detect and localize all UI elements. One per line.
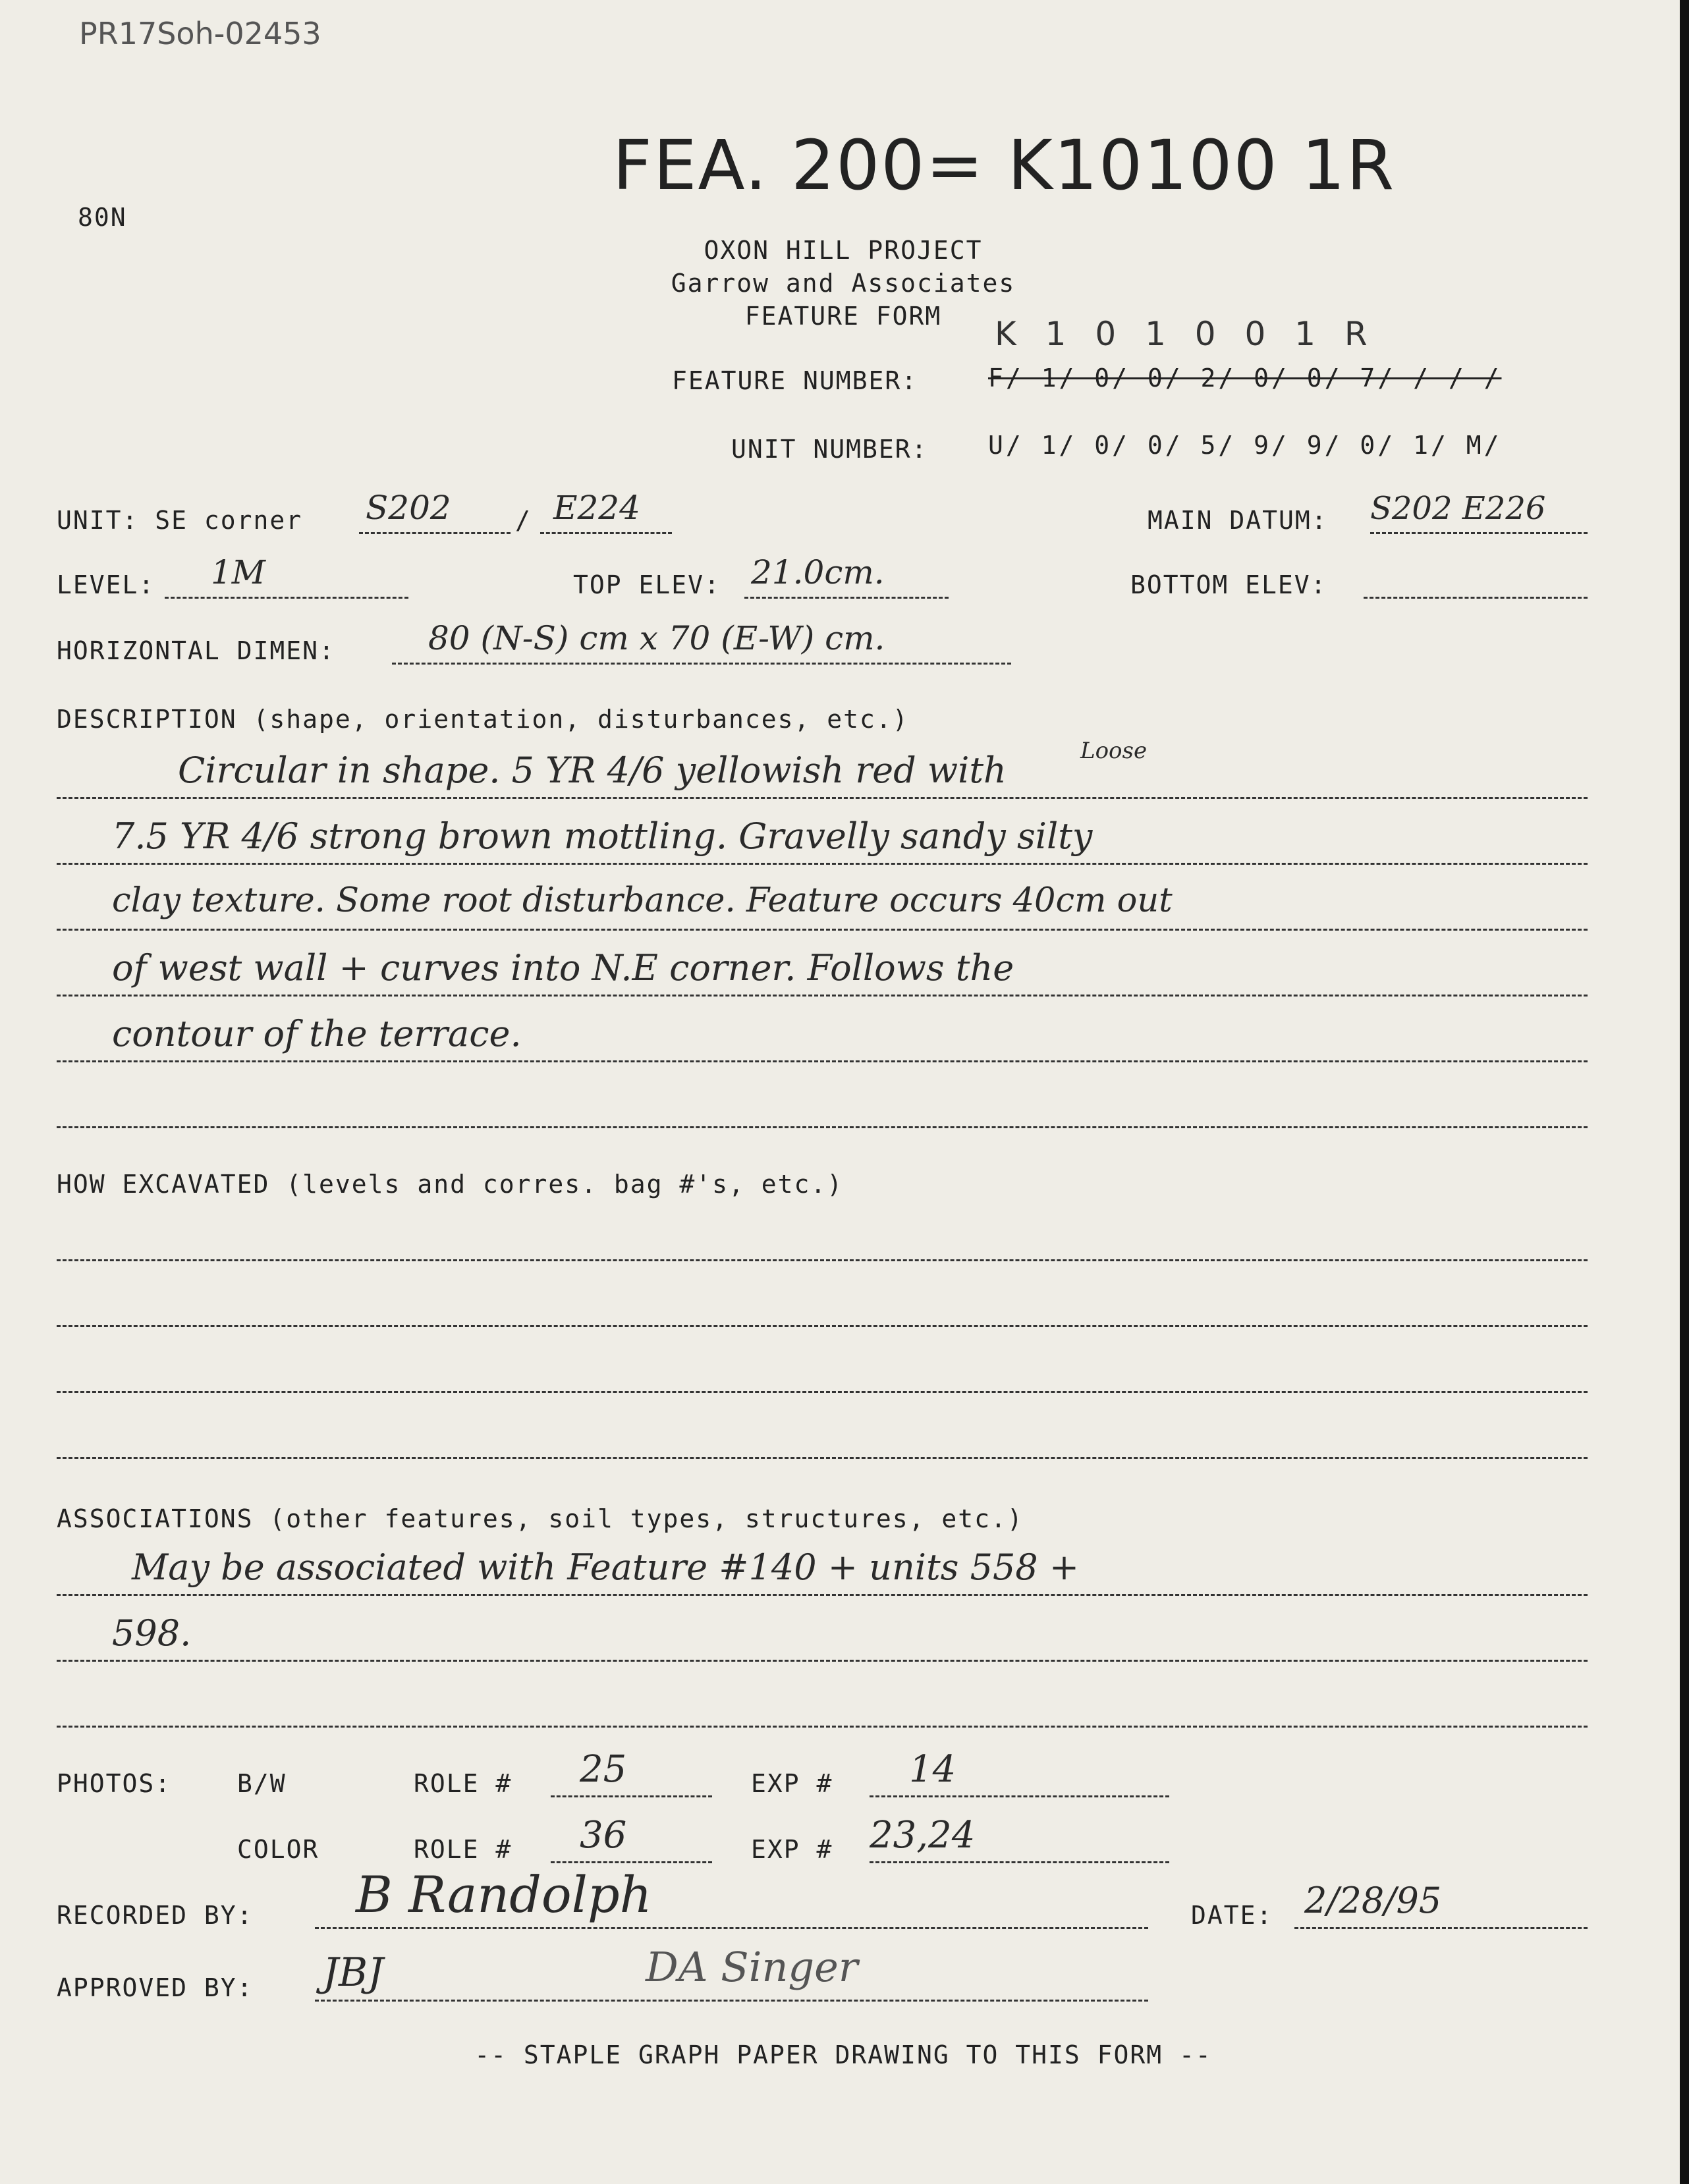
associations-line-rule [57,1594,1588,1596]
date-value: 2/28/95 [1304,1880,1442,1921]
photos-bw-exp-value: 14 [909,1748,956,1791]
bottom-elev-label: BOTTOM ELEV: [1130,570,1327,599]
corner-note: 80N [78,203,127,232]
main-datum-line [1370,532,1588,534]
feature-number-label: FEATURE NUMBER: [672,366,918,395]
unit-number-label: UNIT NUMBER: [731,435,928,464]
horizontal-dimen-line [392,663,1011,665]
associations-line-rule [57,1660,1588,1662]
how-excavated-line [57,1259,1588,1261]
recorded-by-label: RECORDED BY: [57,1901,254,1930]
unit-south-line [359,532,511,534]
associations-line: May be associated with Feature #140 + units 558 + [132,1546,1080,1588]
description-line: contour of the terrace. [112,1013,522,1054]
top-feature-annotation: FEA. 200= K10100 1R [613,125,1396,205]
photos-color-exp-label: EXP # [751,1835,833,1864]
horizontal-dimen-label: HORIZONTAL DIMEN: [57,636,335,665]
description-line-rule [57,1060,1588,1062]
approved-by-label: APPROVED BY: [57,1973,254,2002]
description-line: Circular in shape. 5 YR 4/6 yellowish red with [178,750,1007,791]
date-line [1294,1927,1588,1929]
unit-east-value: E224 [553,489,640,527]
photos-label: PHOTOS: [57,1769,172,1798]
firm-name: Garrow and Associates [671,269,1016,298]
photos-color-role-line [551,1861,712,1863]
description-line-rule [57,863,1588,865]
photos-bw-exp-label: EXP # [751,1769,833,1798]
main-datum-label: MAIN DATUM: [1148,506,1328,535]
unit-label: UNIT: SE corner [57,506,303,535]
description-line-rule [57,929,1588,931]
bottom-elev-line [1364,597,1588,599]
how-excavated-line [57,1457,1588,1459]
how-excavated-line [57,1325,1588,1327]
archive-id: PR17Soh-02453 [79,16,321,51]
horizontal-dimen-value: 80 (N-S) cm x 70 (E-W) cm. [428,619,885,657]
photos-color-exp-line [870,1861,1169,1863]
recorded-by-value: B Randolph [356,1865,652,1924]
feature-number-original: F/ 1/ 0/ 0/ 2/ 0/ 0/ 7/ / / / [988,364,1502,393]
description-line: of west wall + curves into N.E corner. Follows the [112,947,1014,989]
how-excavated-label: HOW EXCAVATED (levels and corres. bag #'s, etc.) [57,1170,844,1199]
description-line-rule [57,797,1588,799]
form-title: FEATURE FORM [744,302,942,331]
photos-color-label: COLOR [237,1835,319,1864]
date-label: DATE: [1191,1901,1273,1930]
photos-bw-role-label: ROLE # [414,1769,512,1798]
level-label: LEVEL: [57,570,155,599]
description-insert: Loose [1080,738,1148,764]
description-label: DESCRIPTION (shape, orientation, disturbances, etc.) [57,705,909,734]
photos-bw-role-value: 25 [580,1748,627,1791]
approved-by-line [315,2000,1148,2002]
footer-instruction: -- STAPLE GRAPH PAPER DRAWING TO THIS FORM -- [474,2040,1212,2069]
photos-color-exp-value: 23,24 [870,1814,976,1857]
unit-number-value: U/ 1/ 0/ 0/ 5/ 9/ 9/ 0/ 1/ M/ [988,431,1502,460]
photos-bw-exp-line [870,1795,1169,1797]
unit-south-value: S202 [366,489,451,527]
photos-color-role-label: ROLE # [414,1835,512,1864]
approved-by-signature: DA Singer [646,1943,858,1991]
description-line-rule [57,1126,1588,1128]
associations-line-rule [57,1726,1588,1728]
associations-label: ASSOCIATIONS (other features, soil types, structures, etc.) [57,1504,1024,1533]
associations-line: 598. [112,1612,192,1654]
top-elev-value: 21.0cm. [751,553,885,591]
unit-east-line [540,532,672,534]
description-line: clay texture. Some root disturbance. Feature occurs 40cm out [112,881,1173,920]
level-line [165,597,408,599]
how-excavated-line [57,1391,1588,1393]
approved-by-initials: JBJ [323,1950,384,1996]
description-line-rule [57,995,1588,996]
photos-bw-label: B/W [237,1769,287,1798]
photos-color-role-value: 36 [580,1814,627,1857]
top-elev-line [744,597,949,599]
description-line: 7.5 YR 4/6 strong brown mottling. Gravelly sandy silty [112,815,1093,857]
top-elev-label: TOP ELEV: [573,570,721,599]
unit-separator: / [515,506,532,535]
level-value: 1M [211,553,266,591]
feature-number-correction: K 1 0 1 0 0 1 R [995,315,1377,353]
photos-bw-role-line [551,1795,712,1797]
recorded-by-line [315,1927,1148,1929]
project-title: OXON HILL PROJECT [704,236,983,265]
main-datum-value: S202 E226 [1370,490,1546,527]
